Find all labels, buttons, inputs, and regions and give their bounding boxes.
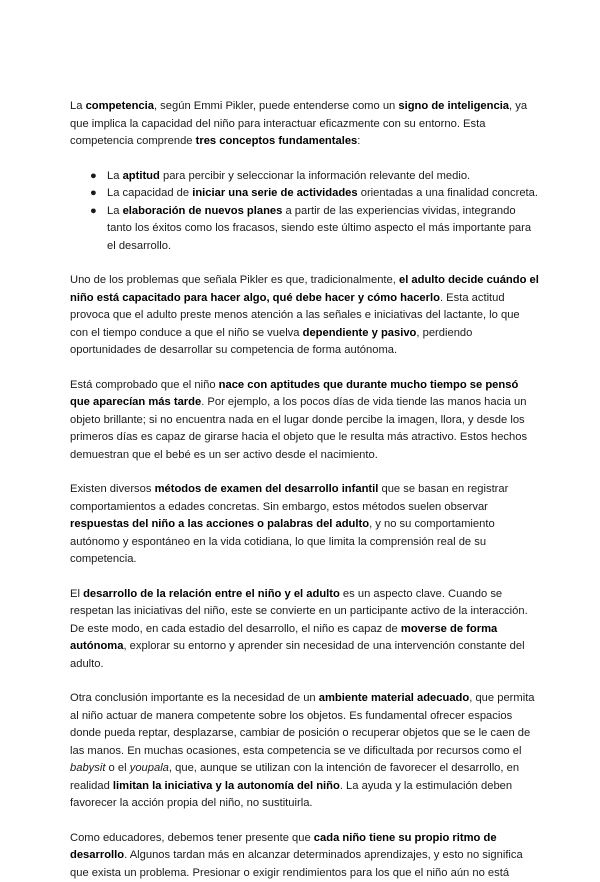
list-item xyxy=(90,168,540,186)
bullet-icon: ● xyxy=(90,203,97,221)
text-run: , y no su comportamiento autónomo y espontáneo en la vida cotidiana, lo que limita la comprensión real de su competencia. xyxy=(70,518,495,565)
bullet-icon: ● xyxy=(90,185,97,203)
emphasis-text: dependiente y pasivo xyxy=(303,327,417,339)
emphasis-text: elaboración de nuevos planes xyxy=(123,205,283,217)
text-run: es un aspecto clave. Cuando se respetan las iniciativas del niño, este se convierte en un participante activo de la interacción. De este modo, en cada estadio del desarrollo, el niño es capaz de xyxy=(70,588,528,635)
emphasis-text: respuestas del niño a las acciones o palabras del adulto xyxy=(70,518,369,530)
italic-term: youpala xyxy=(130,762,169,774)
text-run: Como educadores, debemos tener presente que xyxy=(70,832,314,844)
emphasis-text: el adulto decide cuándo el niño está capacitado para hacer algo, qué debe hacer y cómo hacerlo xyxy=(70,274,539,304)
list-item-text xyxy=(107,170,470,182)
text-run: La xyxy=(107,205,123,217)
body-paragraph xyxy=(70,481,540,569)
emphasis-text: métodos de examen del desarrollo infantil xyxy=(155,483,379,495)
italic-term: babysit xyxy=(70,762,105,774)
emphasis-text: ambiente material adecuado xyxy=(319,692,469,704)
body-paragraph xyxy=(70,830,540,882)
body-paragraph xyxy=(70,586,540,674)
text-run: , que, aunque se utilizan con la intención de favorecer el desarrollo, en realidad xyxy=(70,762,519,792)
text-run: . Esta actitud provoca que el adulto preste menos atención a las señales e iniciativas del lactante, lo que con el tiempo conduce a que el niño se vuelva xyxy=(70,292,520,339)
list-item xyxy=(90,203,540,256)
emphasis-text: limitan la iniciativa y la autonomía del niño xyxy=(113,780,340,792)
emphasis-text: nace con aptitudes que durante mucho tiempo se pensó que aparecían más tarde xyxy=(70,379,518,409)
emphasis-text: competencia xyxy=(86,100,154,112)
text-run: Existen diversos xyxy=(70,483,155,495)
intro-paragraph xyxy=(70,98,540,151)
list-item-text xyxy=(107,205,531,252)
text-run: La xyxy=(70,100,86,112)
text-run: Está comprobado que el niño xyxy=(70,379,219,391)
emphasis-text: moverse de forma autónoma xyxy=(70,623,497,653)
emphasis-text: cada niño tiene su propio ritmo de desarrollo xyxy=(70,832,497,862)
text-run: , según Emmi Pikler, puede entenderse como un xyxy=(154,100,398,112)
concepts-list xyxy=(70,168,540,256)
text-run: que se basan en registrar comportamientos a edades concretas. Sin embargo, estos métodos suelen observar xyxy=(70,483,508,513)
text-run: , explorar su entorno y aprender sin necesidad de una intervención constante del adulto. xyxy=(70,640,525,670)
text-run: : xyxy=(357,135,360,147)
list-item xyxy=(90,185,540,203)
body-paragraph xyxy=(70,690,540,813)
emphasis-text: desarrollo de la relación entre el niño y el adulto xyxy=(83,588,340,600)
emphasis-text: signo de inteligencia xyxy=(398,100,509,112)
emphasis-text: aptitud xyxy=(123,170,160,182)
body-paragraph xyxy=(70,272,540,360)
text-run: , que permita al niño actuar de manera competente sobre los objetos. Es fundamental ofrecer espacios donde pueda reptar, desplazarse, cambiar de posición o recuperar objetos que se le caen de las manos. En muchas ocasiones, esta competencia se ve dificultada por recursos como el xyxy=(70,692,535,757)
text-run: orientadas a una finalidad concreta. xyxy=(358,187,538,199)
emphasis-text: iniciar una serie de actividades xyxy=(192,187,357,199)
bullet-icon: ● xyxy=(90,168,97,186)
text-run: , ya que implica la capacidad del niño para interactuar eficazmente con su entorno. Esta competencia comprende xyxy=(70,100,527,147)
text-run: Otra conclusión importante es la necesidad de un xyxy=(70,692,319,704)
text-run: . Algunos tardan más en alcanzar determinados aprendizajes, y esto no significa que exista un problema. Presionar o exigir rendimientos para los que el niño aún no está xyxy=(70,849,523,879)
text-run: para percibir y seleccionar la información relevante del medio. xyxy=(160,170,470,182)
text-run: La capacidad de xyxy=(107,187,192,199)
text-run: . La ayuda y la estimulación deben favorecer la acción propia del niño, no sustituirla. xyxy=(70,780,512,810)
text-run: Uno de los problemas que señala Pikler es que, tradicionalmente, xyxy=(70,274,399,286)
text-run: o el xyxy=(105,762,129,774)
text-run: a partir de las experiencias vividas, integrando tanto los éxitos como los fracasos, siendo este último aspecto el más importante para el desarrollo. xyxy=(107,205,531,252)
body-paragraph xyxy=(70,377,540,465)
text-run: . Por ejemplo, a los pocos días de vida tiende las manos hacia un objeto brillante; si no encuentra nada en el lugar donde percibe la imagen, llora, y desde los primeros días es capaz de girarse hacia el objeto que le resulta más atractivo. Estos hechos demuestran que el bebé es un ser activo desde el nacimiento. xyxy=(70,396,527,461)
text-run: La xyxy=(107,170,123,182)
list-item-text xyxy=(107,187,538,199)
text-run: El xyxy=(70,588,83,600)
emphasis-text: tres conceptos fundamentales xyxy=(196,135,358,147)
text-run: , perdiendo oportunidades de desarrollar su competencia de forma autónoma. xyxy=(70,327,472,357)
